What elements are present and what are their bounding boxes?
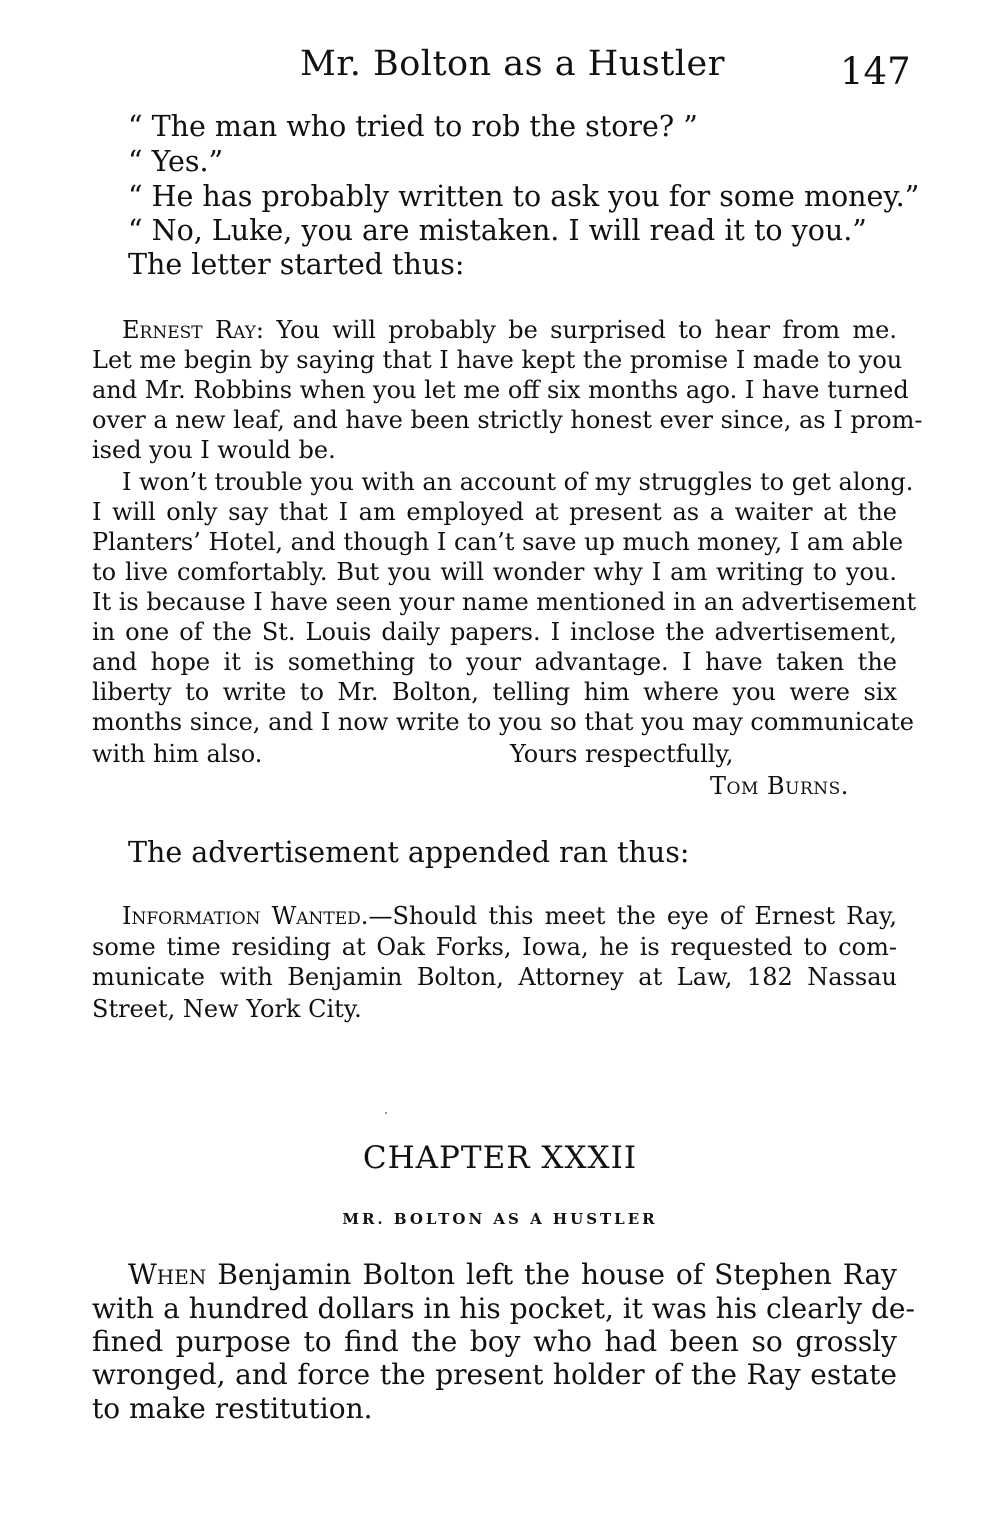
letter-line: months since, and I now write to you so that you may communicate (92, 708, 915, 736)
ad-line: municate with Benjamin Bolton, Attorney at Law, 182 Nassau (92, 963, 897, 991)
letter-line: Let me begin by saying that I have kept the promise I made to you (92, 346, 903, 374)
letter-line: to live comfortably. But you will wonder why I am writing to you. (92, 558, 897, 586)
letter-salutation: Ernest Ray: (122, 316, 264, 344)
ad-line: Street, New York City. (92, 995, 362, 1023)
printing-speck (385, 1112, 387, 1114)
letter-line: It is because I have seen your name mentioned in an advertisement (92, 588, 917, 616)
dialogue-line: “ No, Luke, you are mistaken. I will read it to you.” (128, 214, 867, 247)
letter-line: with him also. (92, 740, 263, 768)
running-title: Mr. Bolton as a Hustler (300, 44, 725, 84)
chapter-title: CHAPTER XXXII (362, 1140, 638, 1176)
dialogue-line: “ Yes.” (128, 145, 224, 178)
letter-closing: Yours respectfully, (510, 740, 734, 768)
letter-line: Planters’ Hotel, and though I can’t save up much money, I am able (92, 528, 904, 556)
body-line: When Benjamin Bolton left the house of Stephen Ray (128, 1258, 897, 1291)
opening-lead: When (128, 1258, 207, 1291)
body-line: wronged, and force the present holder of the Ray estate (92, 1358, 897, 1391)
letter-line: and hope it is something to your advantage. I have taken the (92, 648, 897, 676)
letter-signature: Tom Burns. (710, 772, 849, 800)
body-line: fined purpose to find the boy who had been so grossly (92, 1325, 897, 1358)
ad-intro: The advertisement appended ran thus: (128, 836, 690, 869)
body-line: with a hundred dollars in his pocket, it was his clearly de- (92, 1292, 915, 1325)
letter-line: and Mr. Robbins when you let me off six months ago. I have turned (92, 376, 909, 404)
letter-line: I won’t trouble you with an account of my struggles to get along. (122, 468, 914, 496)
letter-line: Ernest Ray: You will probably be surprised to hear from me. (122, 316, 898, 344)
body-line: to make restitution. (92, 1392, 373, 1425)
dialogue-line: “ The man who tried to rob the store? ” (128, 110, 698, 143)
dialogue-line: “ He has probably written to ask you for some money.” (128, 180, 920, 213)
letter-line: in one of the St. Louis daily papers. I inclose the advertisement, (92, 618, 897, 646)
ad-line: some time residing at Oak Forks, Iowa, he is requested to com- (92, 933, 897, 961)
letter-line: I will only say that I am employed at present as a waiter at the (92, 498, 897, 526)
ad-line: Information Wanted.—Should this meet the eye of Ernest Ray, (122, 902, 897, 930)
letter-line: liberty to write to Mr. Bolton, telling him where you were six (92, 678, 897, 706)
letter-line: over a new leaf, and have been strictly honest ever since, as I prom- (92, 406, 923, 434)
ad-lead: Information Wanted. (122, 902, 369, 930)
page-number: 147 (840, 50, 911, 93)
letter-line: ised you I would be. (92, 436, 336, 464)
dialogue-line: The letter started thus: (128, 248, 465, 281)
chapter-subtitle: MR. BOLTON AS A HUSTLER (342, 1210, 658, 1228)
